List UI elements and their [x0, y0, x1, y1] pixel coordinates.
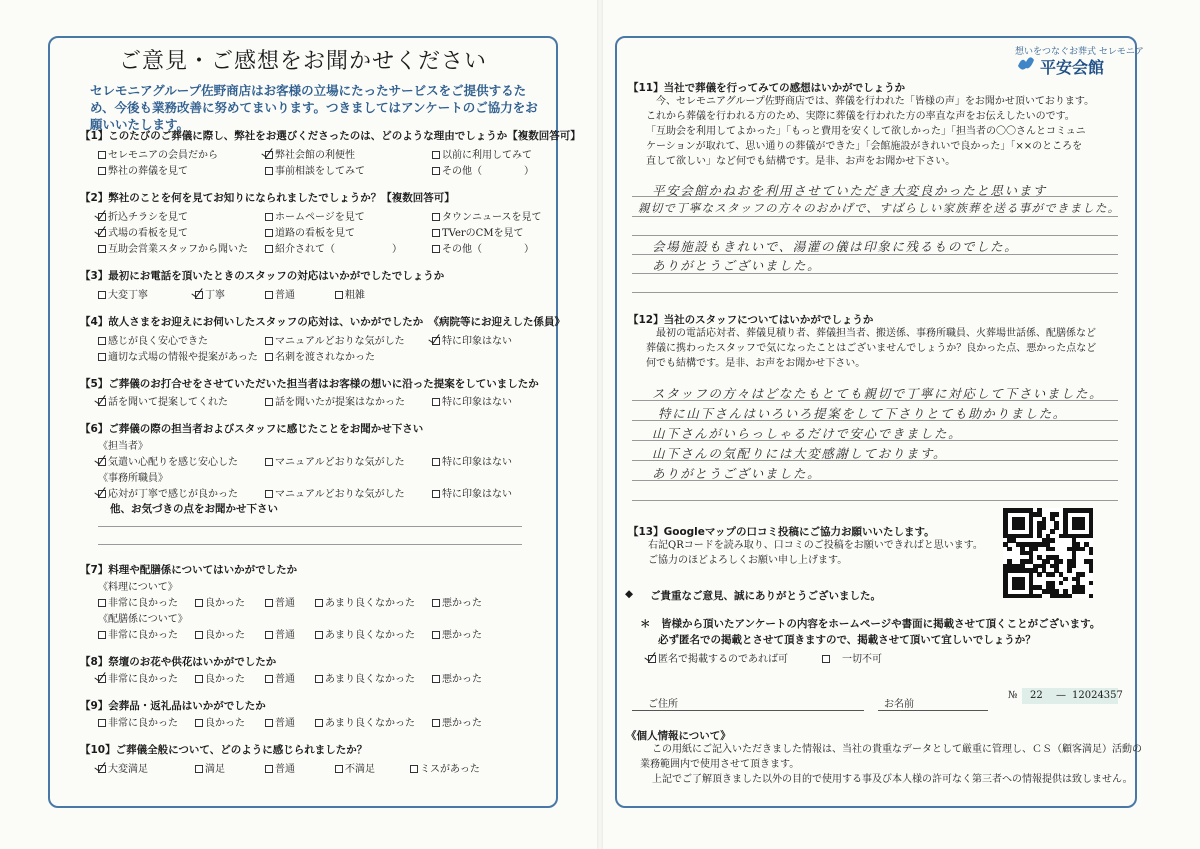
q1-opt-consult[interactable]: 事前相談をしてみて	[265, 162, 365, 177]
q7-server-opt-excellent[interactable]: 非常に良かった	[98, 626, 178, 641]
checkbox[interactable]	[265, 167, 273, 175]
q11-body-4: ケーションが取れて、思い通りの葬儀ができた」「会館施設がきれいで良かった」「××のところを	[646, 141, 1083, 152]
qr-module	[1089, 594, 1094, 599]
q8-opt-bad[interactable]: 悪かった	[432, 670, 482, 685]
checkbox[interactable]	[432, 458, 440, 466]
thanks-message: ご貴重なご意見、誠にありがとうございました。	[650, 590, 881, 602]
q7-server-opt-good[interactable]: 良かった	[195, 626, 245, 641]
privacy-line-2: 業務範囲内で使用させて頂きます。	[640, 759, 800, 770]
q4-opt-manual[interactable]: マニュアルどおりな気がした	[265, 332, 405, 347]
checkbox[interactable]	[195, 599, 203, 607]
q9-opt-excellent[interactable]: 非常に良かった	[98, 714, 178, 729]
privacy-line-3: 上記でご了解頂きました以外の目的で使用する事及び本人様の許可なく第三者への情報提供は致しません。	[652, 774, 1133, 785]
publish-notice-2: 必ず匿名での掲載とさせて頂きますので、掲載させて頂いて宜しいでしょうか？	[658, 634, 1036, 646]
publish-opt-refuse[interactable]: 一切不可	[822, 650, 882, 665]
q8-opt-normal[interactable]: 普通	[265, 670, 295, 685]
q5-opt-no-proposal[interactable]: 話を聞いたが提案はなかった	[265, 393, 405, 408]
q6-other-label: 他、お気づきの点をお聞かせ下さい	[110, 503, 278, 515]
qr-module	[1020, 525, 1025, 530]
q11-answer-4: ありがとうございました。	[652, 258, 822, 273]
checkbox[interactable]	[265, 229, 273, 237]
q4-opt-info[interactable]: 適切な式場の情報や提案があった	[98, 348, 258, 363]
q7-server-opt-normal[interactable]: 普通	[265, 626, 295, 641]
checkbox[interactable]	[265, 765, 273, 773]
checkbox[interactable]	[432, 213, 440, 221]
q9-opt-normal[interactable]: 普通	[265, 714, 295, 729]
address-label: ご住所	[648, 699, 678, 710]
q10-opt-satisfied[interactable]: 満足	[195, 760, 225, 775]
answer-line	[632, 500, 1118, 501]
q3-opt-very-polite[interactable]: 大変丁寧	[98, 286, 148, 301]
q4-opt-reassuring[interactable]: 感じが良く安心できた	[98, 332, 208, 347]
q3-label: 【3】最初にお電話を頂いたときのスタッフの対応はいかがでしたでしょうか	[80, 270, 445, 282]
q2-opt-townnews[interactable]: タウンニュースを見て	[432, 208, 542, 223]
q2-label: 【2】弊社のことを何を見てお知りになられましたでしょうか？【複数回答可】	[80, 192, 455, 204]
checkbox[interactable]	[265, 458, 273, 466]
page-fold	[597, 0, 603, 849]
q7-server-opt-not-good[interactable]: あまり良くなかった	[315, 626, 415, 641]
publish-notice-1: ＊ 皆様から頂いたアンケートの内容をホームページや書面に掲載させて頂くことがございます。	[640, 618, 1101, 630]
q2-opt-tver[interactable]: TVerのCMを見て	[432, 224, 524, 239]
qr-module	[1072, 564, 1077, 569]
checkbox[interactable]	[432, 675, 440, 683]
checkbox-checked[interactable]	[98, 765, 106, 773]
q7-food-opt-good[interactable]: 良かった	[195, 594, 245, 609]
q5-opt-no-impression[interactable]: 特に印象はない	[432, 393, 512, 408]
qr-module	[1054, 525, 1059, 530]
checkbox[interactable]	[98, 245, 106, 253]
q12-answer-5: ありがとうございました。	[652, 466, 822, 481]
checkbox[interactable]	[432, 631, 440, 639]
checkbox[interactable]	[98, 719, 106, 727]
q13-line-1: 右記QRコードを読み取り、口コミのご投稿をお願いできればと思います。	[648, 540, 983, 551]
answer-line	[632, 216, 1118, 217]
qr-module	[1063, 577, 1068, 582]
q10-opt-mistake[interactable]: ミスがあった	[410, 760, 480, 775]
checkbox-checked[interactable]	[195, 291, 203, 299]
checkbox[interactable]	[265, 353, 273, 361]
qr-module	[1080, 589, 1085, 594]
thanks-mark: ◆	[625, 588, 634, 600]
checkbox[interactable]	[822, 655, 830, 663]
qr-module	[1059, 581, 1064, 586]
company-tagline: 想いをつなぐお葬式 セレモニア	[1015, 47, 1144, 57]
q1-label: 【1】このたびのご葬儀に際し、弊社をお選びくださったのは、どのような理由でしょうか【複数回答可】	[80, 130, 581, 142]
q1-opt-member[interactable]: セレモニアの会員だから	[98, 146, 218, 161]
qr-module	[1050, 529, 1055, 534]
q1-opt-saw-funeral[interactable]: 弊社の葬儀を見て	[98, 162, 188, 177]
checkbox[interactable]	[432, 599, 440, 607]
answer-line	[98, 544, 522, 545]
q6-staff-opt-manual[interactable]: マニュアルどおりな気がした	[265, 453, 405, 468]
qr-module	[1089, 551, 1094, 556]
qr-module	[1080, 547, 1085, 552]
q2-opt-hall-sign[interactable]: 式場の看板を見て	[98, 224, 188, 239]
q11-answer-2: 親切で丁寧なスタッフの方々のおかげで、すばらしい家族葬を送る事ができました。	[638, 201, 1121, 215]
qr-module	[1029, 534, 1034, 539]
q2-opt-flyer[interactable]: 折込チラシを見て	[98, 208, 188, 223]
qr-module	[1080, 525, 1085, 530]
q9-label: 【9】会葬品・返礼品はいかがでしたか	[80, 700, 266, 712]
q5-label: 【5】ご葬儀のお打合せをさせていただいた担当者はお客様の想いに沿った提案をしていましたか	[80, 378, 539, 390]
qr-module	[1059, 559, 1064, 564]
answer-line	[98, 526, 522, 527]
q2-opt-homepage[interactable]: ホームページを見て	[265, 208, 365, 223]
q3-opt-normal[interactable]: 普通	[265, 286, 295, 301]
qr-module	[1042, 525, 1047, 530]
q6-staff-opt-none[interactable]: 特に印象はない	[432, 453, 512, 468]
q2-other-close: ）	[524, 244, 534, 255]
q12-body-2: 葬儀に携わったスタッフで気になったことはございませんでしょうか？良かった点、悪かった点など	[646, 343, 1097, 354]
q10-opt-normal[interactable]: 普通	[265, 760, 295, 775]
q12-body-1: 最初の電話応対者、葬儀見積り者、葬儀担当者、搬送係、事務所職員、火葬場世話係、配膳係など	[656, 328, 1096, 339]
qr-module	[1080, 572, 1085, 577]
checkbox[interactable]	[432, 398, 440, 406]
q12-answer-4: 山下さんの気配りには大変感謝しております。	[652, 446, 948, 461]
qr-module	[1050, 547, 1055, 552]
qr-module	[1007, 547, 1012, 552]
checkbox[interactable]	[98, 599, 106, 607]
q11-body-2: これから葬儀を行われる方のため、実際に葬儀を行われた方の率直な声をお伝えしたいのです。	[646, 111, 1075, 122]
privacy-line-1: この用紙にご記入いただきました情報は、当社の貴重なデータとして厳重に管理し、ＣＳ（顧客満足）活動の	[652, 744, 1142, 755]
checkbox[interactable]	[195, 631, 203, 639]
checkbox[interactable]	[98, 631, 106, 639]
number-value-2: 12024357	[1072, 690, 1123, 701]
answer-line	[632, 235, 1118, 236]
checkbox[interactable]	[265, 719, 273, 727]
q6-label: 【6】ご葬儀の際の担当者およびスタッフに感じたことをお聞かせ下さい	[80, 423, 424, 435]
q8-opt-good[interactable]: 良かった	[195, 670, 245, 685]
q2-opt-other[interactable]: その他（	[432, 240, 482, 255]
q4-opt-no-impression[interactable]: 特に印象はない	[432, 332, 512, 347]
q1-opt-convenience[interactable]: 弊社会館の利便性	[265, 146, 355, 161]
q3-opt-rough[interactable]: 粗雑	[335, 286, 365, 301]
number-dash: —	[1056, 690, 1066, 701]
q7-server-opt-bad[interactable]: 悪かった	[432, 626, 482, 641]
checkbox[interactable]	[98, 151, 106, 159]
checkbox[interactable]	[265, 631, 273, 639]
qr-module	[1037, 572, 1042, 577]
q6-office-opt-none[interactable]: 特に印象はない	[432, 485, 512, 500]
q13-line-2: ご協力のほどよろしくお願い申し上げます。	[648, 555, 848, 566]
q10-opt-unsatisfied[interactable]: 不満足	[335, 760, 375, 775]
checkbox[interactable]	[315, 599, 323, 607]
q11-label: 【11】当社で葬儀を行ってみての感想はいかがでしょうか	[628, 82, 906, 94]
q12-answer-1: スタッフの方々はどなたもとても親切で丁寧に対応して下さいました。	[652, 386, 1104, 401]
q11-answer-3: 会場施設もきれいで、湯灌の儀は印象に残るものでした。	[652, 239, 1019, 254]
q8-opt-excellent[interactable]: 非常に良かった	[98, 670, 178, 685]
number-label: №	[1008, 690, 1018, 701]
q6-staff-opt-care[interactable]: 気遣い心配りを感じ安心した	[98, 453, 238, 468]
q12-answer-2: 特に山下さんはいろいろ提案をして下さりとても助かりました。	[658, 406, 1067, 421]
q11-body-1: 今、セレモニアグループ佐野商店では、葬儀を行われた「皆様の声」をお聞かせ頂いております。	[656, 96, 1095, 107]
checkbox[interactable]	[432, 490, 440, 498]
q7-sub-server: 《配膳係について》	[98, 614, 188, 625]
q6-office-opt-manual[interactable]: マニュアルどおりな気がした	[265, 485, 405, 500]
checkbox-checked[interactable]	[648, 655, 656, 663]
q11-body-5: 直して欲しい」など何でも結構です。是非、お声をお聞かせ下さい。	[646, 156, 956, 167]
q4-opt-no-card[interactable]: 名刺を渡されなかった	[265, 348, 375, 363]
q7-sub-food: 《料理について》	[98, 582, 178, 593]
checkbox[interactable]	[98, 167, 106, 175]
q7-food-opt-not-good[interactable]: あまり良くなかった	[315, 594, 415, 609]
q12-answer-3: 山下さんがいらっしゃるだけで安心できました。	[652, 426, 963, 441]
qr-module	[1089, 568, 1094, 573]
q8-opt-not-good[interactable]: あまり良くなかった	[315, 670, 415, 685]
q6-sub-office: 《事務所職員》	[98, 473, 168, 484]
q5-opt-proposed[interactable]: 話を聞いて提案してくれた	[98, 393, 228, 408]
checkbox[interactable]	[98, 337, 106, 345]
qr-module	[1054, 512, 1059, 517]
q2-referral-close: ）	[392, 244, 402, 255]
qr-module	[1050, 538, 1055, 543]
q9-opt-bad[interactable]: 悪かった	[432, 714, 482, 729]
checkbox[interactable]	[98, 291, 106, 299]
survey-intro: セレモニアグループ佐野商店はお客様の立場にたったサービスをご提供するため、今後も業務改善に努めてまいります。つきましてはアンケートのご協力をお願いいたします。	[90, 83, 538, 132]
q7-food-opt-normal[interactable]: 普通	[265, 594, 295, 609]
q2-opt-referral[interactable]: 紹介されて（	[265, 240, 335, 255]
checkbox[interactable]	[432, 229, 440, 237]
checkbox[interactable]	[432, 245, 440, 253]
checkbox-checked[interactable]	[98, 675, 106, 683]
checkbox[interactable]	[265, 213, 273, 221]
q10-label: 【10】ご葬儀全般について、どのように感じられましたか？	[80, 744, 368, 756]
q8-label: 【8】祭壇のお花や供花はいかがでしたか	[80, 656, 277, 668]
checkbox[interactable]	[265, 398, 273, 406]
q11-body-3: 「互助会を利用してよかった」「もっと費用を安くして欲しかった」「担当者の〇〇さんとコミュニ	[646, 126, 1086, 137]
checkbox[interactable]	[98, 353, 106, 361]
qr-module	[1037, 594, 1042, 599]
qr-module	[1050, 572, 1055, 577]
q12-body-3: 何でも結構です。是非、お声をお聞かせ下さい。	[646, 358, 866, 369]
answer-line	[632, 292, 1118, 293]
checkbox-checked[interactable]	[98, 213, 106, 221]
checkbox[interactable]	[315, 675, 323, 683]
checkbox[interactable]	[265, 245, 273, 253]
qr-module	[1067, 594, 1072, 599]
name-field[interactable]	[878, 710, 988, 711]
survey-title: ご意見・ご感想をお聞かせください	[118, 49, 487, 74]
checkbox[interactable]	[315, 719, 323, 727]
checkbox[interactable]	[195, 719, 203, 727]
q1-opt-other[interactable]: その他（	[432, 162, 482, 177]
checkbox[interactable]	[195, 675, 203, 683]
privacy-title: 《個人情報について》	[626, 730, 731, 742]
checkbox[interactable]	[265, 291, 273, 299]
checkbox[interactable]	[265, 599, 273, 607]
number-value-1: 22	[1030, 690, 1043, 701]
q9-opt-good[interactable]: 良かった	[195, 714, 245, 729]
q10-opt-very-satisfied[interactable]: 大変満足	[98, 760, 148, 775]
q13-label: 【13】Googleマップの口コミ投稿にご協力お願いいたします。	[628, 526, 935, 538]
checkbox[interactable]	[265, 490, 273, 498]
name-label: お名前	[884, 699, 914, 710]
q9-opt-not-good[interactable]: あまり良くなかった	[315, 714, 415, 729]
publish-opt-anonymous[interactable]: 匿名で掲載するのであれば可	[648, 650, 788, 665]
q11-answer-1: 平安会館かねおを利用させていただき大変良かったと思います	[652, 183, 1047, 198]
q2-opt-road-sign[interactable]: 道路の看板を見て	[265, 224, 355, 239]
q3-opt-polite[interactable]: 丁寧	[195, 286, 225, 301]
checkbox-checked[interactable]	[265, 151, 273, 159]
checkbox[interactable]	[315, 631, 323, 639]
q1-other-close: ）	[524, 166, 534, 177]
checkbox[interactable]	[265, 675, 273, 683]
q12-label: 【12】当社のスタッフについてはいかがでしょうか	[628, 314, 874, 326]
qr-code-icon[interactable]	[1003, 508, 1093, 598]
q4-label: 【4】故人さまをお迎えにお伺いしたスタッフの応対は、いかがでしたか 《病院等にお迎えした係員》	[80, 316, 566, 328]
checkbox-checked[interactable]	[98, 490, 106, 498]
qr-module	[1020, 585, 1025, 590]
qr-module	[1089, 581, 1094, 586]
q6-office-opt-polite[interactable]: 応対が丁寧で感じが良かった	[98, 485, 238, 500]
checkbox[interactable]	[410, 765, 418, 773]
checkbox-checked[interactable]	[432, 337, 440, 345]
qr-module	[1089, 534, 1094, 539]
checkbox-checked[interactable]	[98, 229, 106, 237]
checkbox[interactable]	[432, 167, 440, 175]
checkbox-checked[interactable]	[98, 398, 106, 406]
company-name: 平安会館	[1040, 58, 1105, 77]
qr-module	[1033, 547, 1038, 552]
checkbox[interactable]	[265, 337, 273, 345]
qr-module	[1067, 568, 1072, 573]
checkbox[interactable]	[335, 291, 343, 299]
checkbox[interactable]	[195, 765, 203, 773]
q7-label: 【7】料理や配膳係についてはいかがでしたか	[80, 564, 298, 576]
checkbox-checked[interactable]	[98, 458, 106, 466]
q6-sub-staff: 《担当者》	[98, 441, 148, 452]
checkbox[interactable]	[432, 719, 440, 727]
checkbox[interactable]	[432, 151, 440, 159]
q2-opt-staff[interactable]: 互助会営業スタッフから聞いた	[98, 240, 248, 255]
address-field[interactable]	[632, 710, 864, 711]
q7-food-opt-excellent[interactable]: 非常に良かった	[98, 594, 178, 609]
q1-opt-previous[interactable]: 以前に利用してみて	[432, 146, 532, 161]
q7-food-opt-bad[interactable]: 悪かった	[432, 594, 482, 609]
checkbox[interactable]	[335, 765, 343, 773]
